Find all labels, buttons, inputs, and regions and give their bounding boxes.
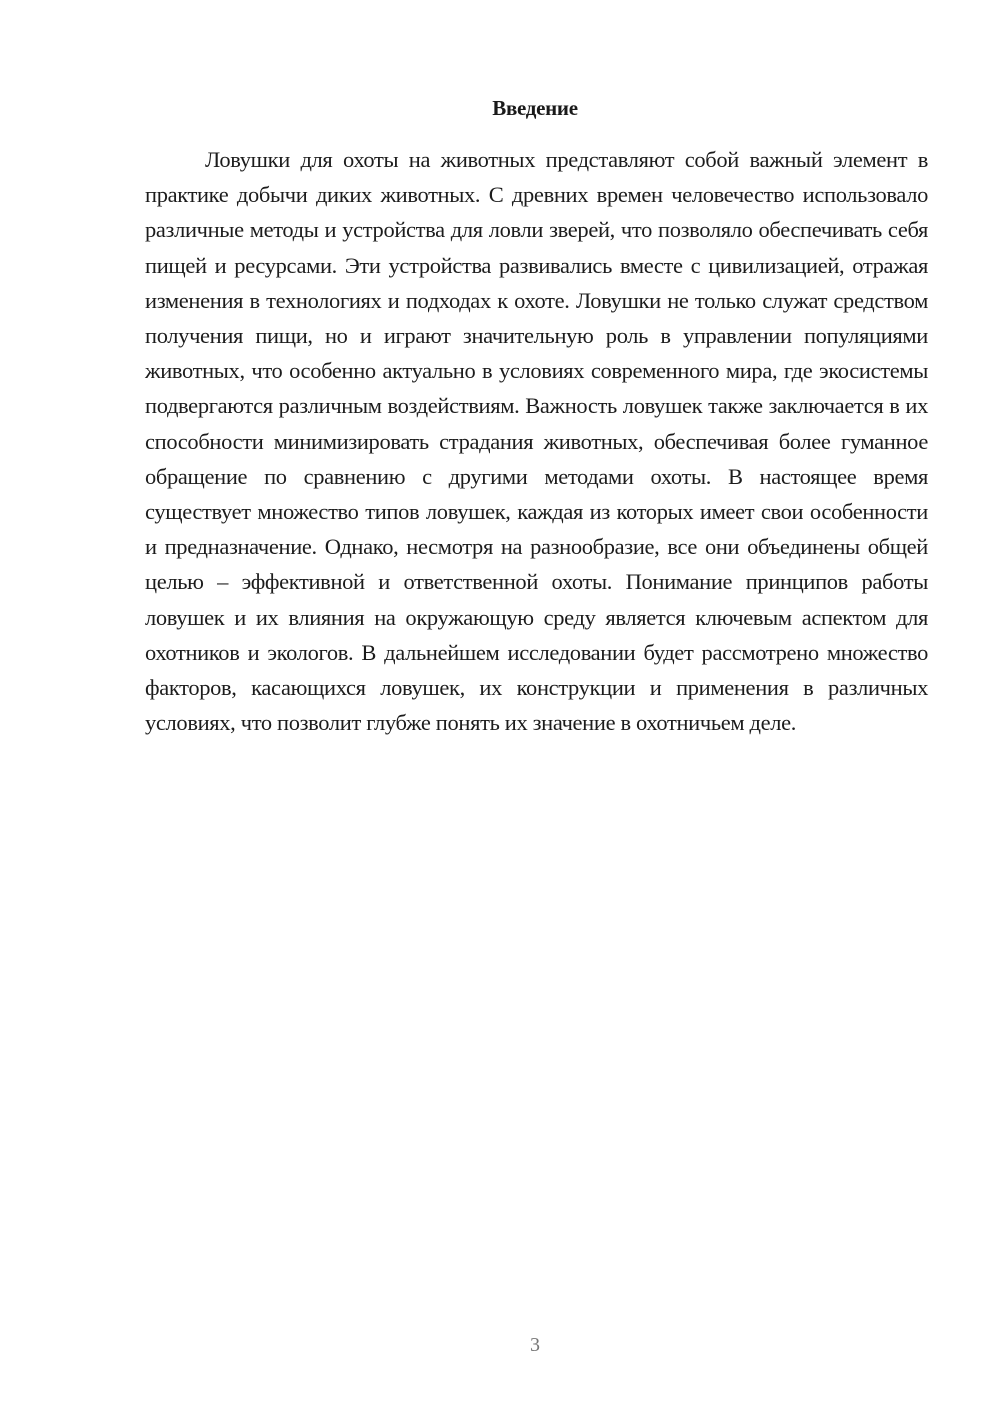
body-paragraph: Ловушки для охоты на животных представляют собой важный элемент в практике добычи диких животных. С древних времен человечество использовало различные методы и устройства для ловли зверей, что позволяло обеспечивать себя пищей и ресурсами. Эти устройства развивались вместе с цивилизацией, отражая изменения в технологиях и подходах к охоте. Ловушки не только служат средством получения пищи, но и играют значительную роль в управлении популяциями животных, что особенно актуально в условиях современного мира, где экосистемы подвергаются различным воздействиям. Важность ловушек также заключается в их способности минимизировать страдания животных, обеспечивая более гуманное обращение по сравнению с другими методами охоты. В настоящее время существует множество типов ловушек, каждая из которых имеет свои особенности и предназначение. Однако, несмотря на разнообразие, все они объединены общей целью – эффективной и ответственной охоты. Понимание принципов работы ловушек и их влияния на окружающую среду является ключевым аспектом для охотников и экологов. В дальнейшем исследовании будет рассмотрено множество факторов, касающихся ловушек, их конструкции и применения в различных условиях, что позволит глубже понять их значение в охотничьем деле. (145, 147, 928, 736)
section-heading: Введение (492, 96, 578, 120)
page-number: 3 (530, 1334, 540, 1356)
